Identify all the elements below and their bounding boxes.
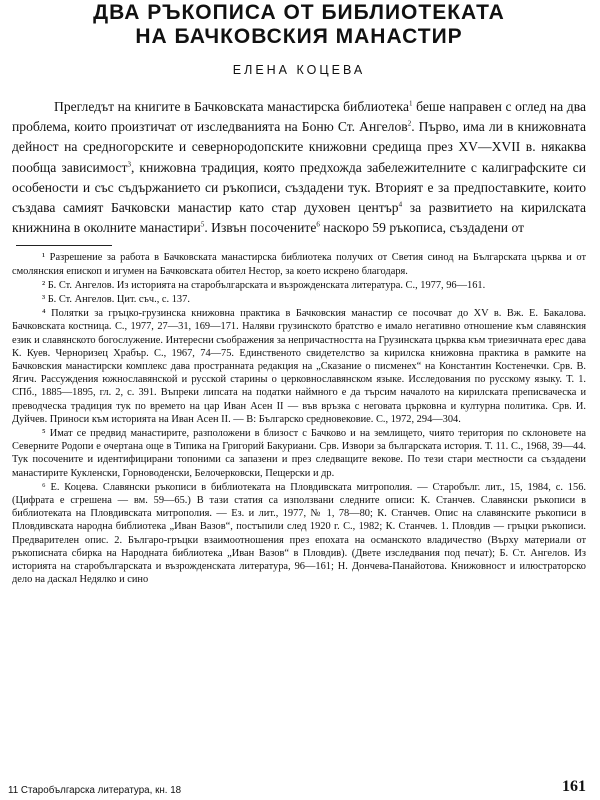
footnotes <box>12 251 586 586</box>
body-text-segment: Прегледът на книгите в Бачковската манастирска библиотека <box>54 99 409 114</box>
body-text-segment: . Извън посочените <box>204 220 317 236</box>
body-paragraph <box>12 97 586 238</box>
body-text-segment: . Първо, има ли в книжовната дейност на средногорските и севернородопските книжовни средища през XV—XVII в. някаква пообща зависимост <box>12 119 586 175</box>
printer-signature: 11 Старобългарска литература, кн. 18 <box>8 785 182 796</box>
footnote-3: ³ Б. Ст. Ангелов. Цит. съч., с. 137. <box>42 294 190 306</box>
article-title-line-1: ДВА РЪКОПИСА ОТ БИБЛИОТЕКАТА <box>93 1 505 24</box>
body-text-segment: наскоро 59 ръкописа, създадени от <box>319 220 525 236</box>
footnote-separator <box>16 245 112 246</box>
footnote-ref: 1 <box>409 99 413 108</box>
footnote-1: ¹ Разрешение за работа в Бачковската манастирска библиотека получих от Светия синод на Българската църква и от смолянския епископ и игумен на Бачковската обител Нестор, за което искрено благодаря. <box>12 252 586 277</box>
footnote-ref: 2 <box>407 119 412 128</box>
footnote-5: ⁵ Имат се предвид манастирите, разположени в близост с Бачково и на землището, чиято територия по склоновете на Северните Родопи е очертана още в Типика на Григорий Бакуриани. Срв. Извори за българската история. Т. 11. С., 1968, 39—44. Тук посочените и идентифицирани топоними са запазени и през следващите векове. По тези стари местности са създадени манастирите Кукленски, Горноводенски, Белочерковски, Пещерски и др. <box>12 428 586 479</box>
author-name: ЕЛЕНА КОЦЕВА <box>232 63 366 77</box>
page-footer <box>8 774 586 796</box>
footnote-2: ² Б. Ст. Ангелов. Из историята на старобългарската и възрожденската литература. С., 1977, 96—161. <box>42 279 486 291</box>
footnote-4: ⁴ Полятки за гръцко-грузинска книжовна практика в Бачковския манастир се посочват до XV в. Вж. Е. Бакалова. Бачковската костница. С., 1977, 27—31, 169—171. Наляви грузинското братство е имало негативно отношение към славянския език и славянското богослужение. Интересни съображения за непричастността на Грузинската църква към триезичната ерес дава К. Куев. Черноризец Храбър. С., 1967, 74—75. Единственото свидетелство за кирилска книжовна практика в рамките на Бачковския манастирски комплекс дава пространната редакция на „Сказание о писменех“ на Константин Костенечки. Срв. В. Ягич. Рассуждения южнославянской и русской старины о церковнославянском языке. Исследования по русскому языку. Т. 1. СПб., 1885—1895, гл. 2, с. 391. Въпреки липсата на податки наймного е да търсим началото на кирилската преписваческа и преводческа традиция тук по времето на цар Иван Асен II — във връзка с неговата църковна и културна политика. Срв. И. Дуйчев. Приноси към историята на Иван Асен II. — В: Българско средновековие. С., 1972, 294—304. <box>12 308 586 425</box>
article-title-line-2: НА БАЧКОВСКИЯ МАНАСТИР <box>135 25 463 48</box>
footnote-ref: 6 <box>316 220 320 229</box>
footnote-6: ⁶ Е. Коцева. Славянски ръкописи в библиотеката на Пловдивската митрополия. — Старобълг. лит., 15, 1984, с. 156. (Цифрата е сгрешена — вм. 59—65.) В тази статия са използвани следните описи: К. Станчев. Славянски ръкописи в библиотеката на Пловдивската митрополия. — Ез. и лит., 1977, № 1, 78—80; К. Станчев. Опис на славянските ръкописи в Пловдивската народна библиотека „Иван Вазов“, постъпили след 1920 г. С., 1982; К. Станчев. 1. Пловдив — гръцки ръкописи. Предварителен опис. 2. Българо-гръцки взаимоотношения през епохата на османското владичество (Върху материали от ръкописната сбирка на Народната библиотека „Иван Вазов“ в Пловдив). (Двете изследвания под печат); Б. Ст. Ангелов. Из историята на старобългарската и възрожденската литература, 96—161; Н. Дончева-Панайотова. Книжовност и илюстраторско дело на даскал Недялко и синo <box>12 481 586 586</box>
footnote-ref: 4 <box>398 200 403 209</box>
page-number: 161 <box>562 778 586 795</box>
body-text-segment: за развитието на кирилската книжнина в околните манастири <box>12 200 587 236</box>
body-text-segment: беше направен с оглед на два проблема, които произтичат от изследванията на Боню Ст. Ангелов <box>12 99 586 135</box>
body-text-segment: , книжовна традиция, която предхожда забележителните с калиграфските си особености и със съдържанието си ръкописи, създадени тук. Вторият е за предпоставките, които създава самият Бачковски манастир като стар духовен център <box>12 159 586 216</box>
footnote-ref: 5 <box>200 220 205 229</box>
footnote-ref: 3 <box>127 160 131 169</box>
